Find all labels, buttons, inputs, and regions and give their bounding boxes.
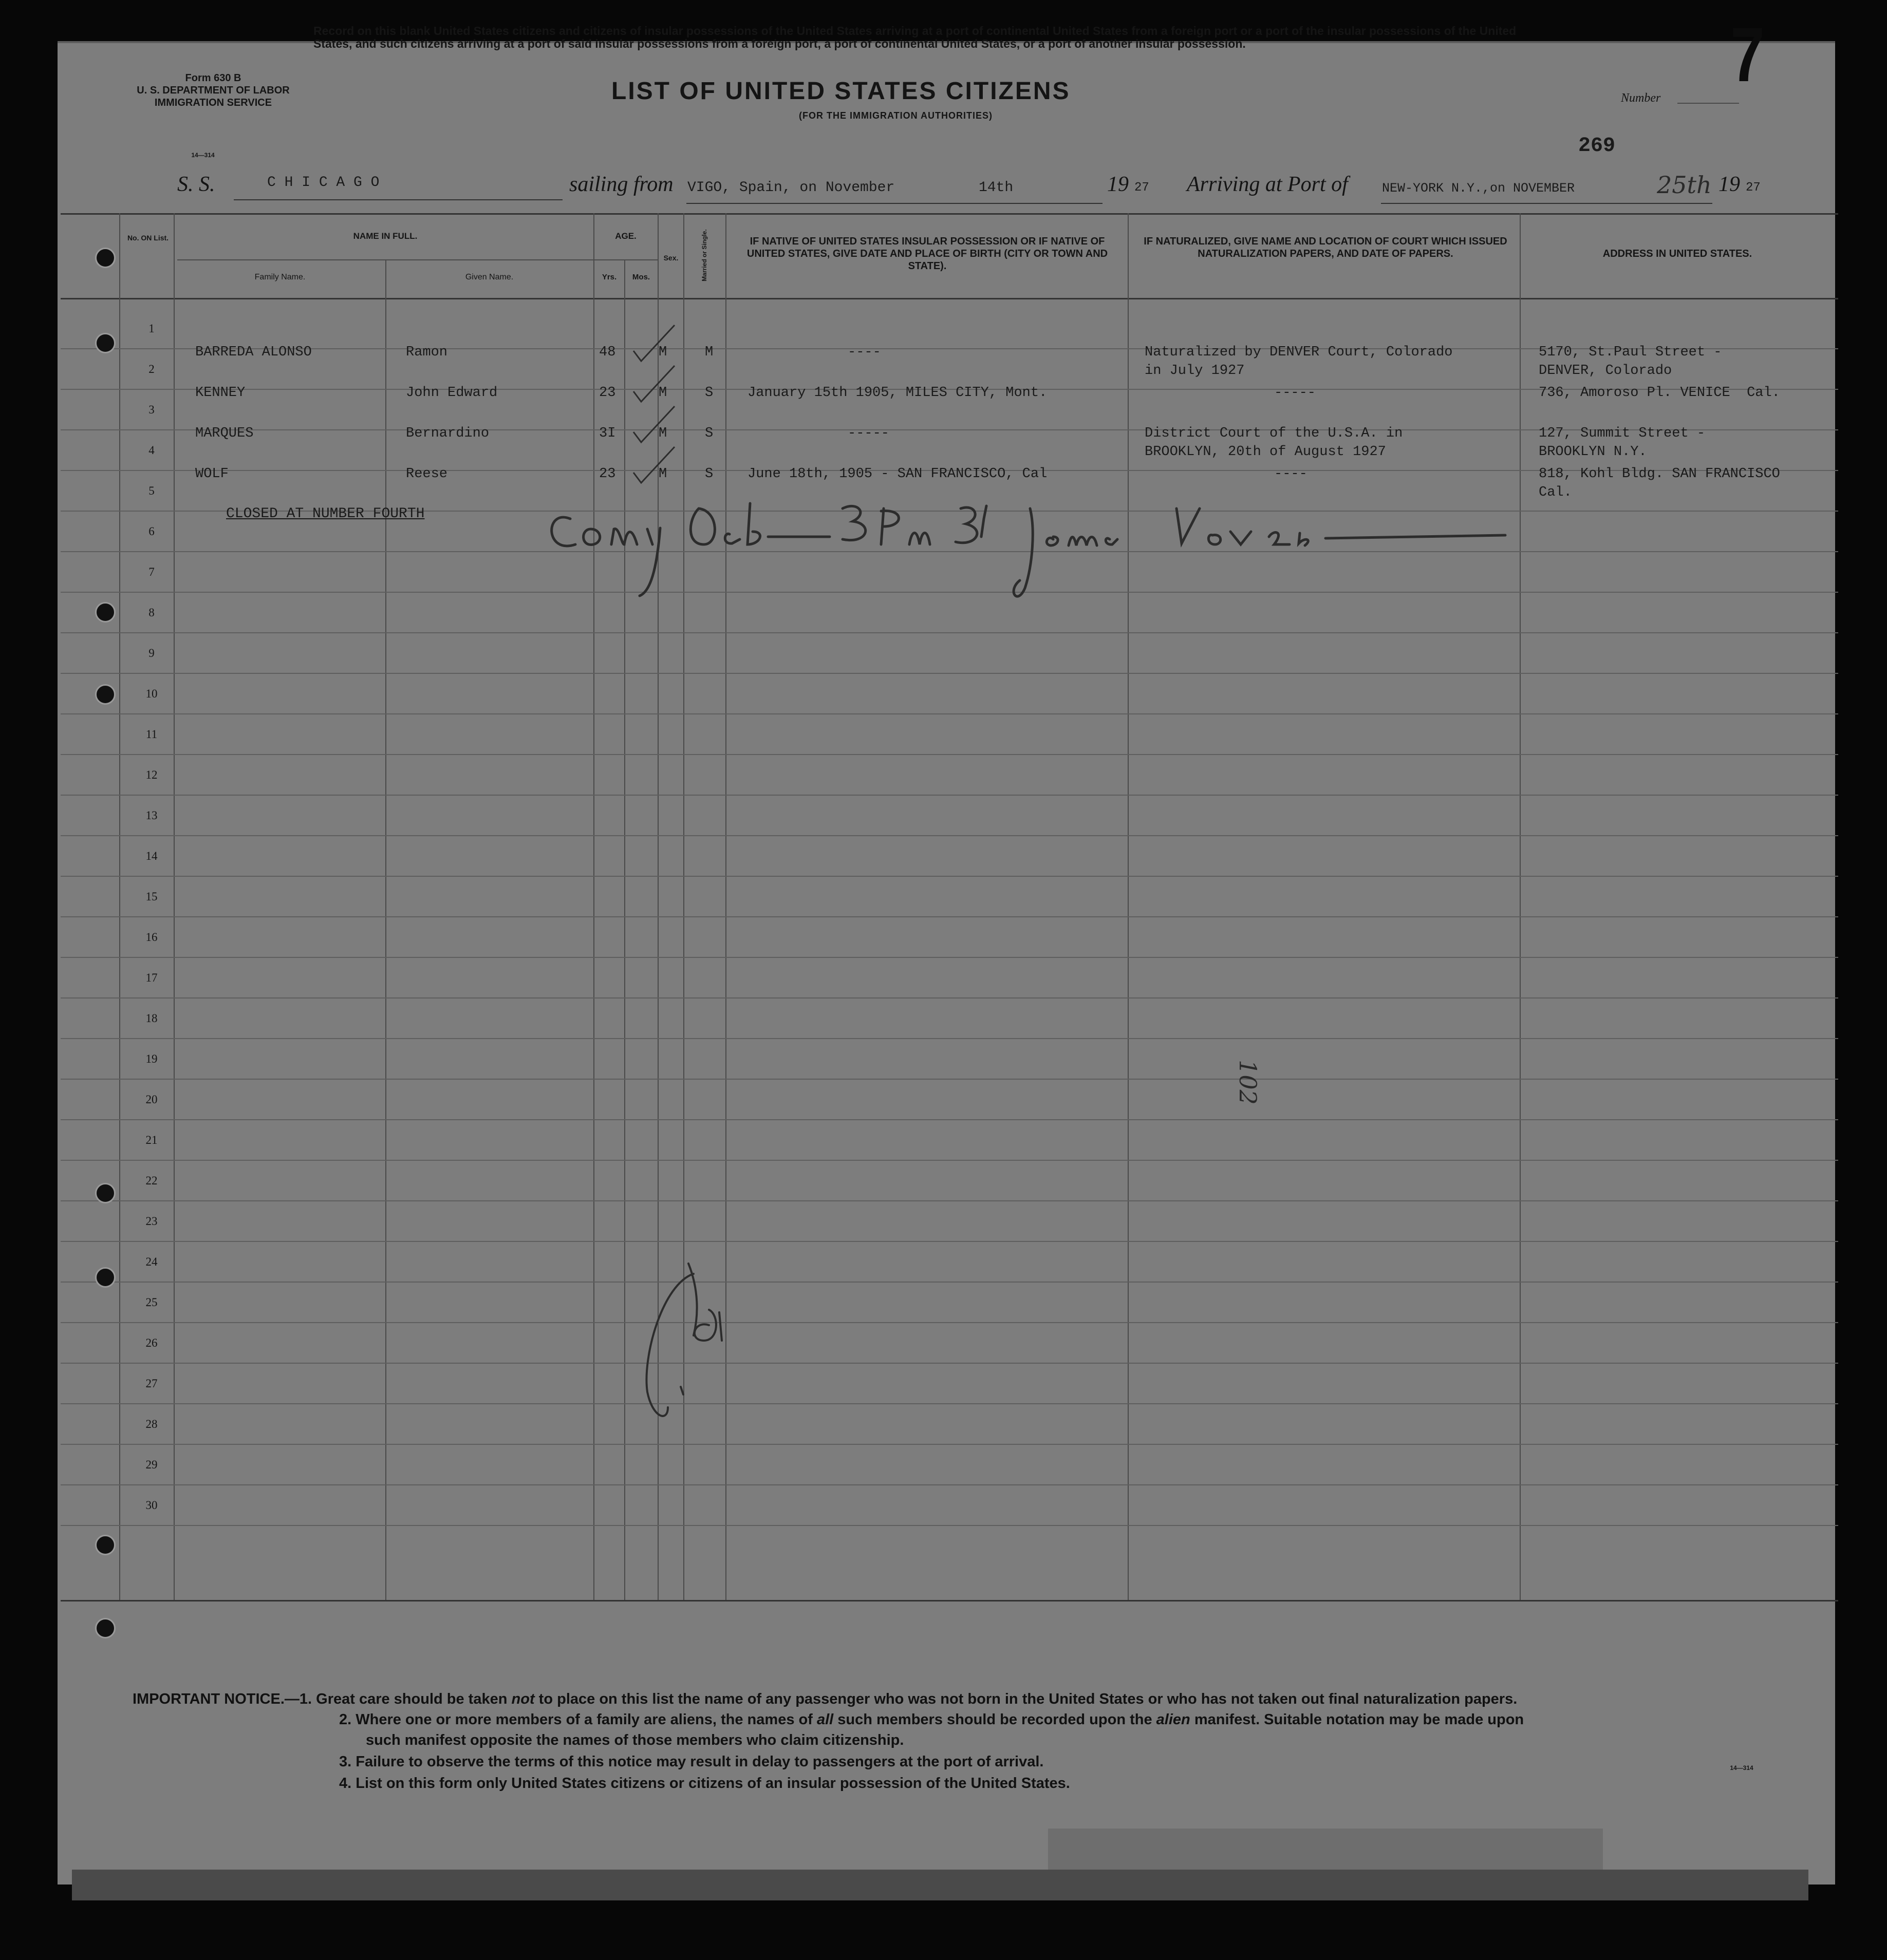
address-cell: 736, Amoroso Pl. VENICE Cal. <box>1539 385 1780 401</box>
given-name-cell: John Edward <box>406 385 498 401</box>
check-mark-icon <box>631 404 677 445</box>
given-name-cell: Reese <box>406 466 448 482</box>
col-header-native: IF NATIVE OF UNITED STATES INSULAR POSSESSION OR IF NATIVE OF UNITED STATES, GIVE DATE AND PLACE OF BIRTH (CITY OR TOWN AND STATE). <box>746 236 1108 272</box>
handwritten-debark-note <box>539 488 1531 611</box>
line-number: 11 <box>145 728 158 741</box>
line-number: 24 <box>145 1255 158 1268</box>
line-number: 23 <box>145 1215 158 1228</box>
list-row <box>61 1201 1838 1242</box>
stock-number-top: 14—314 <box>191 152 215 159</box>
punch-hole <box>95 1267 116 1288</box>
married-cell: M <box>705 345 714 360</box>
number-label: Number <box>1621 91 1661 105</box>
table-top-rule <box>61 213 1838 215</box>
punch-hole <box>95 248 116 268</box>
list-row <box>61 1080 1838 1120</box>
check-mark-icon <box>631 323 677 364</box>
sex-cell: M <box>659 345 667 360</box>
notice-item-1 <box>133 1689 1517 1709</box>
line-number: 19 <box>145 1052 158 1065</box>
line-number: 21 <box>145 1134 158 1146</box>
given-name-cell: Bernardino <box>406 426 490 441</box>
number-underline <box>1677 103 1739 104</box>
punch-hole <box>95 684 116 705</box>
line-number: 16 <box>145 931 158 944</box>
birth-cell: ----- <box>848 426 890 441</box>
list-row <box>61 714 1838 755</box>
address-cell: 818, Kohl Bldg. SAN FRANCISCO Cal. <box>1539 466 1780 500</box>
arrival-day: 25th <box>1657 171 1712 199</box>
punch-hole <box>95 1618 116 1638</box>
family-name-cell: MARQUES <box>195 426 254 441</box>
line-number: 30 <box>145 1499 158 1512</box>
naturalized-cell: Naturalized by DENVER Court, Colorado in July 1927 <box>1145 345 1453 379</box>
departure-day: 14th <box>979 180 1014 196</box>
line-number: 9 <box>148 647 155 659</box>
line-number: 22 <box>145 1174 158 1187</box>
married-cell: S <box>705 385 714 401</box>
family-name-cell: KENNEY <box>195 385 246 401</box>
notice-item1-emphasis: not <box>511 1691 535 1707</box>
notice-heading: IMPORTANT NOTICE.—1. <box>133 1691 312 1707</box>
line-number: 25 <box>145 1296 158 1309</box>
list-row <box>61 958 1838 998</box>
line-number: 17 <box>145 971 158 984</box>
line-number: 2 <box>148 363 155 375</box>
sheet-number: 7 <box>1730 11 1765 98</box>
row-rule <box>61 1525 1838 1526</box>
list-row <box>61 674 1838 714</box>
family-name-cell: BARREDA ALONSO <box>195 345 312 360</box>
line-number: 14 <box>145 850 158 862</box>
record-instructions: Record on this blank United States citizens and citizens of insular possessions of the United States arriving at a port of continental United States from a foreign port or a port of the insular possessions of the United States, and such citizens arriving at a port of said insular possessions from a foreign port, a port of continental United States, or a port of another insular possession. <box>313 24 1517 50</box>
list-row <box>61 1445 1838 1485</box>
address-cell: 5170, St.Paul Street - DENVER, Colorado <box>1539 345 1722 379</box>
line-number: 29 <box>145 1458 158 1471</box>
married-cell: S <box>705 426 714 441</box>
line-number: 3 <box>148 403 155 416</box>
birth-cell: ---- <box>848 345 881 360</box>
list-row <box>61 1283 1838 1323</box>
sex-cell: M <box>659 385 667 401</box>
sex-cell: M <box>659 426 667 441</box>
arrival-year-suffix: 27 <box>1746 181 1761 195</box>
notice-item-3: 3. Failure to observe the terms of this notice may result in delay to passengers at the port of arrival. <box>339 1754 1044 1770</box>
line-number: 7 <box>148 566 155 578</box>
closed-note: CLOSED AT NUMBER FOURTH <box>226 506 425 522</box>
year-prefix: 19 <box>1107 173 1129 196</box>
arrival-port: NEW-YORK N.Y.,on NOVEMBER <box>1382 181 1575 196</box>
list-row <box>61 836 1838 877</box>
line-number: 12 <box>145 768 158 781</box>
sailing-from-label: sailing from <box>569 173 674 196</box>
col-header-family: Family Name. <box>254 273 306 281</box>
list-row <box>61 1161 1838 1201</box>
notice-item2-emphasis-alien: alien <box>1156 1711 1190 1728</box>
form-number: Form 630 B <box>185 72 241 84</box>
age-subheader-rule <box>593 259 658 260</box>
punch-hole <box>95 333 116 353</box>
col-header-address: ADDRESS IN UNITED STATES. <box>1602 248 1752 259</box>
naturalized-cell: District Court of the U.S.A. in BROOKLYN, 20th of August 1927 <box>1145 426 1403 460</box>
table-bottom-rule <box>61 1600 1838 1601</box>
check-mark-icon <box>631 363 677 404</box>
notice-item2-text-b: such members should be recorded upon the <box>837 1711 1152 1728</box>
col-header-age: AGE. <box>615 231 637 241</box>
list-row <box>61 755 1838 796</box>
age-cell: 48 <box>599 345 616 360</box>
address-cell: 127, Summit Street - BROOKLYN N.Y. <box>1539 426 1706 460</box>
handwritten-initials <box>632 1253 755 1428</box>
check-mark-icon <box>631 444 677 485</box>
list-row <box>61 633 1838 674</box>
punch-hole <box>95 602 116 623</box>
list-row <box>61 877 1838 917</box>
line-number: 1 <box>148 322 155 335</box>
line-number: 8 <box>148 606 155 619</box>
line-number: 10 <box>145 687 158 700</box>
notice-item-2 <box>339 1709 1524 1730</box>
col-header-naturalized: IF NATURALIZED, GIVE NAME AND LOCATION OF COURT WHICH ISSUED NATURALIZATION PAPERS, AND DATE OF PAPERS. <box>1144 236 1507 259</box>
age-cell: 23 <box>599 385 616 401</box>
line-number: 4 <box>148 444 155 457</box>
table-header-rule <box>61 298 1838 299</box>
underlying-page-edge <box>72 1870 1808 1900</box>
line-number: 18 <box>145 1012 158 1025</box>
family-name-cell: WOLF <box>195 466 229 482</box>
birth-cell: January 15th 1905, MILES CITY, Mont. <box>748 385 1048 401</box>
line-number: 28 <box>145 1418 158 1430</box>
naturalized-cell: ----- <box>1274 385 1316 401</box>
col-header-yrs: Yrs. <box>602 273 617 281</box>
notice-item1-text-b: to place on this list the name of any passenger who was not born in the United States or who has not taken out final naturalization papers. <box>538 1691 1518 1707</box>
line-number: 5 <box>148 484 155 497</box>
list-row <box>61 1323 1838 1364</box>
department-name: U. S. DEPARTMENT OF LABOR <box>137 85 290 96</box>
line-number: 27 <box>145 1377 158 1390</box>
list-row <box>61 1404 1838 1445</box>
punch-hole <box>95 1535 116 1555</box>
col-header-sex: Sex. <box>663 254 679 262</box>
stock-number-bottom: 14—314 <box>1730 1764 1753 1771</box>
notice-item2-text-a: Where one or more members of a family are aliens, the names of <box>356 1711 813 1728</box>
naturalized-cell: ---- <box>1274 466 1307 482</box>
list-row <box>61 1120 1838 1161</box>
ss-label: S. S. <box>177 173 215 196</box>
arrival-year-prefix: 19 <box>1718 173 1740 196</box>
handwritten-stamp-number: 102 <box>1234 1060 1262 1105</box>
list-row <box>61 998 1838 1039</box>
list-row <box>61 917 1838 958</box>
form-id-block <box>136 72 290 109</box>
page-title: LIST OF UNITED STATES CITIZENS <box>611 78 1071 105</box>
notice-item2-emphasis-all: all <box>816 1711 834 1728</box>
age-cell: 23 <box>599 466 616 482</box>
list-row <box>61 1364 1838 1404</box>
line-number: 15 <box>145 890 158 903</box>
line-number: 6 <box>148 525 155 538</box>
col-header-married: Married or Single. <box>701 229 708 281</box>
col-header-no: No. ON List. <box>127 234 169 242</box>
departure-underline <box>686 203 1103 204</box>
arrival-underline <box>1381 203 1712 204</box>
notice-item2-number: 2. <box>339 1711 352 1728</box>
col-header-mos: Mos. <box>632 273 650 281</box>
line-number: 13 <box>145 809 158 822</box>
birth-cell: June 18th, 1905 - SAN FRANCISCO, Cal <box>748 466 1048 482</box>
list-row <box>61 796 1838 836</box>
line-number: 20 <box>145 1093 158 1106</box>
married-cell: S <box>705 466 714 482</box>
line-number: 26 <box>145 1336 158 1349</box>
list-row <box>61 1039 1838 1080</box>
year-suffix: 27 <box>1134 181 1149 195</box>
stamped-number: 269 <box>1578 135 1616 158</box>
age-cell: 3I <box>599 426 616 441</box>
given-name-cell: Ramon <box>406 345 448 360</box>
sex-cell: M <box>659 466 667 482</box>
ship-name: C H I C A G O <box>267 175 380 191</box>
notice-item2-text-c: manifest. Suitable notation may be made upon <box>1194 1711 1524 1728</box>
list-row <box>61 1242 1838 1283</box>
arriving-label: Arriving at Port of <box>1187 173 1348 196</box>
notice-item-4: 4. List on this form only United States citizens or citizens of an insular possession of the United States. <box>339 1775 1070 1792</box>
col-header-name: NAME IN FULL. <box>353 231 418 241</box>
punch-hole <box>95 1183 116 1203</box>
ship-underline <box>234 199 563 200</box>
notice-item-2-cont: such manifest opposite the names of those members who claim citizenship. <box>366 1732 904 1748</box>
departure-port: VIGO, Spain, on November <box>687 180 895 196</box>
list-row <box>61 1485 1838 1526</box>
service-name: IMMIGRATION SERVICE <box>154 97 272 108</box>
col-header-given: Given Name. <box>465 273 514 281</box>
page-subtitle: (FOR THE IMMIGRATION AUTHORITIES) <box>799 110 993 121</box>
notice-item1-text-a: Great care should be taken <box>316 1691 508 1707</box>
